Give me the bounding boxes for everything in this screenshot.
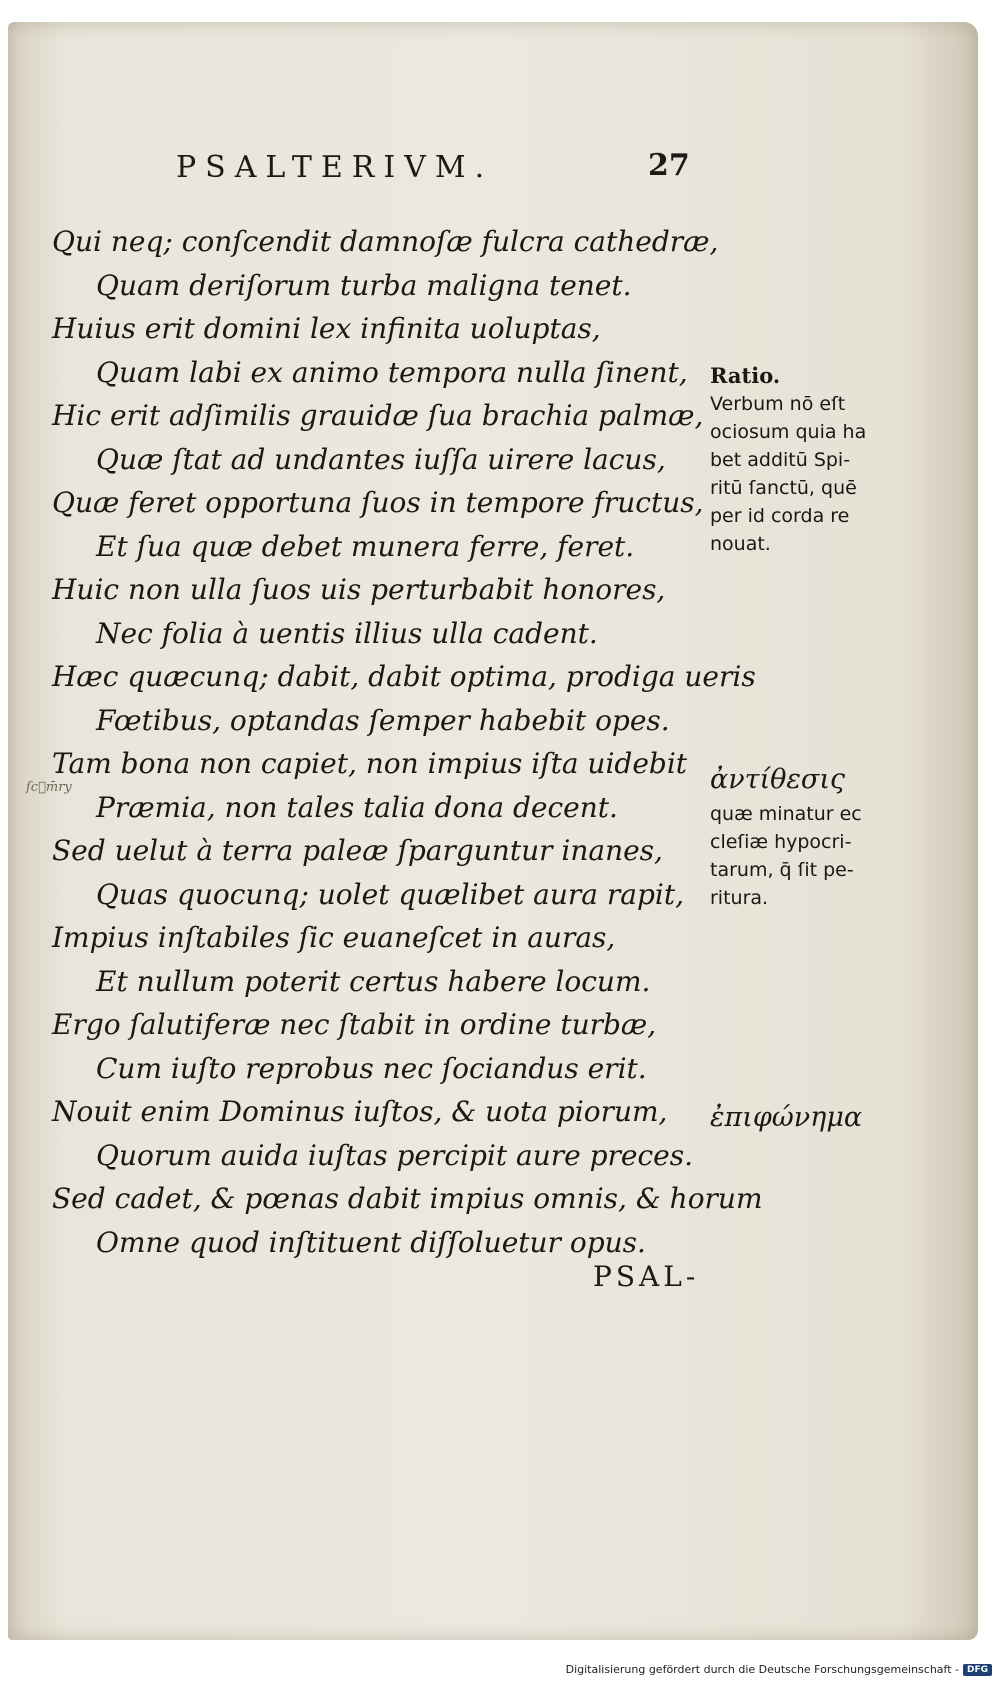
verse-line: Impius inſtabiles ſic euaneſcet in auras, [52, 921, 616, 954]
dfg-logo: DFG [963, 1664, 992, 1676]
verse-line: Tam bona non capiet, non impius iſta uidebit [52, 747, 688, 780]
verse-line: Et ſua quæ debet munera ferre, feret. [96, 529, 635, 563]
verse-line: Quas quocunq; uolet quælibet aura rapit, [96, 877, 684, 911]
marginal-note-epiphonema [710, 1098, 910, 1138]
verse-line: Et nullum poterit certus habere locum. [96, 964, 651, 998]
handwritten-annotation: ſc᷑m̄ry [26, 780, 72, 795]
verse-line: Quam deriſorum turba maligna tenet. [96, 268, 632, 302]
note-heading-greek: ἀντίθεσις [710, 764, 846, 795]
catchword: PSAL- [593, 1260, 700, 1293]
verse-line: Nec folia à uentis illius ulla cadent. [96, 616, 598, 650]
running-header: PSALTERIVM. [176, 150, 494, 185]
verse-line: Sed cadet, & pœnas dabit impius omnis, & horum [52, 1182, 763, 1215]
verse-line: Præmia, non tales talia dona decent. [96, 790, 618, 824]
verse-line: Ergo ſalutiferæ nec ſtabit in ordine turbæ, [52, 1008, 657, 1041]
marginal-note-ratio [710, 362, 910, 558]
verse-line: Hæc quæcunq; dabit, dabit optima, prodiga ueris [52, 660, 756, 693]
note-heading: Ratio. [710, 363, 781, 388]
note-line: ritura. [710, 887, 769, 909]
note-line: ociosum quia ha [710, 421, 867, 443]
note-line: cleſiæ hypocri- [710, 831, 852, 853]
digitization-footer [566, 1663, 992, 1676]
verse-line: Huius erit domini lex infinita uoluptas, [52, 312, 601, 345]
note-line: bet additū Spi- [710, 449, 851, 471]
verse-line: Quam labi ex animo tempora nulla ſinent, [96, 355, 688, 389]
note-line: Verbum nō eſt [710, 393, 846, 415]
note-heading-greek: ἐπιφώνημα [710, 1102, 863, 1133]
verse-line: Nouit enim Dominus iuſtos, & uota piorum, [52, 1095, 668, 1128]
note-line: tarum, q̄ ſit pe- [710, 859, 854, 881]
note-line: per id corda re [710, 505, 850, 527]
note-line: ritū ſanctū, quē [710, 477, 857, 499]
note-line: quæ minatur ec [710, 803, 862, 825]
verse-line: Sed uelut à terra paleæ ſparguntur inanes, [52, 834, 663, 867]
note-line: nouat. [710, 533, 771, 555]
page-number: 27 [648, 148, 690, 183]
verse-line: Omne quod inſtituent diſſoluetur opus. [96, 1225, 646, 1259]
verse-line: Hic erit adſimilis grauidæ ſua brachia palmæ, [52, 399, 704, 432]
verse-line: Quæ ſtat ad undantes iuſſa uirere lacus, [96, 442, 666, 476]
verse-line: Fœtibus, optandas ſemper habebit opes. [96, 703, 670, 737]
book-page [8, 22, 978, 1640]
verse-line: Huic non ulla ſuos uis perturbabit honores, [52, 573, 666, 606]
verse-line: Qui neq; conſcendit damnoſæ fulcra cathedræ, [52, 225, 719, 258]
verse-line: Quæ feret opportuna ſuos in tempore fructus, [52, 486, 704, 519]
verse-line: Quorum auida iuſtas percipit aure preces. [96, 1138, 694, 1172]
marginal-note-antithesis [710, 760, 910, 912]
verse-line: Cum iuſto reprobus nec ſociandus erit. [96, 1051, 647, 1085]
footer-text: Digitalisierung gefördert durch die Deutsche Forschungsgemeinschaft - [565, 1663, 959, 1676]
